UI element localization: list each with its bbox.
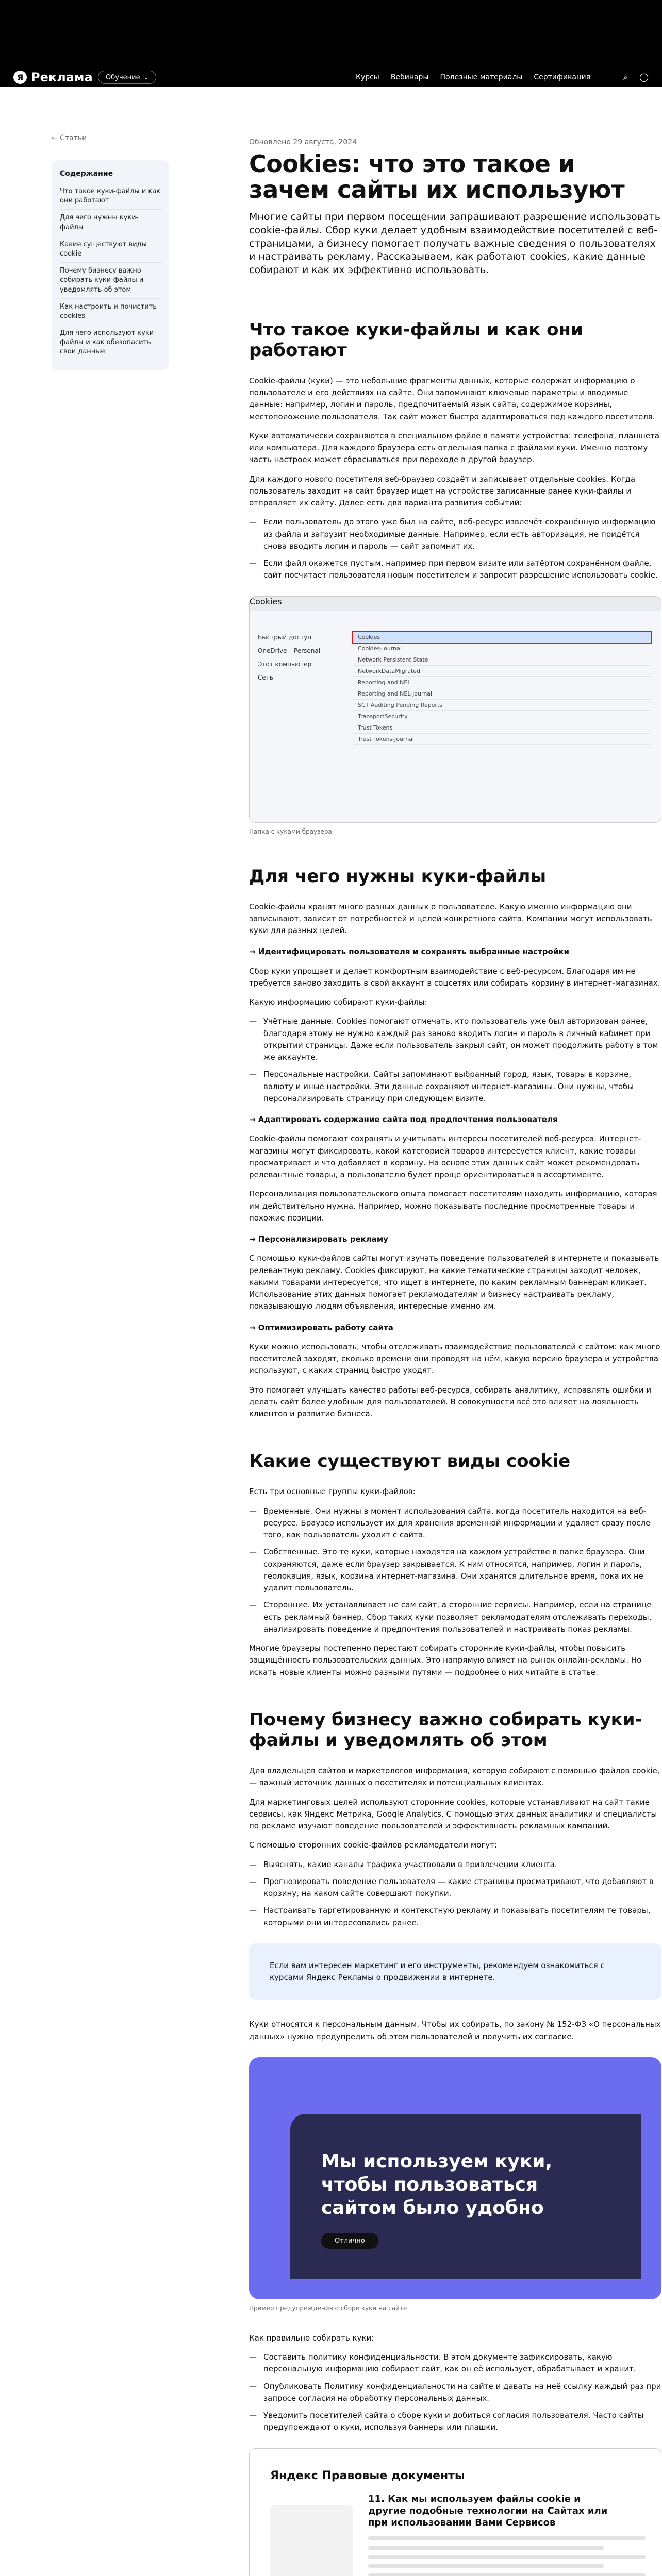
folder-tree xyxy=(250,625,342,822)
figure-caption: Пример предупреждения о сборе куки на сайте xyxy=(249,2304,407,2312)
policy-screenshot xyxy=(249,2448,661,2576)
list-item: — Персональные настройки. Сайты запоминают выбранный город, язык, товары в корзине, валюту и иные настройки. Эти данные сохраняют интернет-магазины. Они нужны, чтобы персонализировать страницу при следующем визите. xyxy=(249,1069,661,1105)
list-item: — Сторонние. Их устанавливает не сам сайт, а сторонние сервисы. Например, если на странице есть рекламный баннер. Сбор таких куки позволяет рекламодателям отслеживать переходы, анализировать поведение и предпочтения пользователей и настраивать показ рекламы. xyxy=(249,1599,661,1635)
education-dropdown[interactable] xyxy=(98,71,156,84)
banner-text: Мы используем куки, чтобы пользоваться сайтом было удобно xyxy=(321,2150,553,2218)
paragraph: Какую информацию собирают куки-файлы: xyxy=(249,997,427,1007)
paragraph: Куки относятся к персональным данным. Чтобы их собирать, по закону № 152-ФЗ «О персональных данных» нужно предупредить об этом пользователей и получить их согласие. xyxy=(249,2020,661,2041)
list-item: — Опубликовать Политику конфиденциальности на сайте и давать на неё ссылку каждый раз при запросе согласия на обработку персональных данных. xyxy=(249,2381,661,2405)
paragraph: Как правильно собирать куки: xyxy=(249,2333,374,2343)
toc-item[interactable]: Для чего нужны куки-файлы xyxy=(60,209,161,235)
logo-icon: Я xyxy=(13,71,27,84)
paragraph: Для владельцев сайтов и маркетологов информация, которую собирают с помощью файлов cookie, — важный источник данных о посетителях и потенциальных клиентах. xyxy=(249,1766,660,1788)
doc-title: 11. Как мы используем файлы cookie и другие подобные технологии на Сайтах или при использовании Вами Сервисов xyxy=(368,2493,608,2529)
update-date: Обновлено 29 августа, 2024 xyxy=(249,138,357,146)
paragraph: Куки автоматически сохраняются в специальном файле в памяти устройства: телефона, планшета или компьютера. Для каждого браузера есть отдельная папка с файлами куки. Именно поэтому часть настроек может сбрасываться при переходе в другой браузер. xyxy=(249,431,660,465)
list xyxy=(249,1505,661,1636)
paragraph: Есть три основные группы куки-файлов: xyxy=(249,1487,416,1497)
toc-item[interactable]: Для чего используют куки-файлы и как обезопасить свои данные xyxy=(60,325,161,361)
subheading: → Адаптировать содержание сайта под предпочтения пользователя xyxy=(249,1115,558,1125)
user-icon[interactable]: ◯ xyxy=(639,72,649,82)
subheading: → Оптимизировать работу сайта xyxy=(249,1323,393,1332)
top-nav xyxy=(356,73,590,81)
paragraph: Для каждого нового посетителя веб-браузер создаёт и записывает отдельные cookies. Когда пользователь заходит на сайт браузер ищет на устройстве записанные ранее куки-файлы и отправляет их сайту. Далее есть два варианта развития событий: xyxy=(249,474,636,508)
explorer-screenshot xyxy=(249,596,661,823)
toc-item[interactable]: Что такое куки-файлы и как они работают xyxy=(60,183,161,209)
doc-sidebar xyxy=(270,2505,353,2576)
file-row: NetworkDataMigrated xyxy=(353,666,651,677)
subheading: → Идентифицировать пользователя и сохранять выбранные настройки xyxy=(249,947,570,957)
nav-materials[interactable]: Полезные материалы xyxy=(440,73,523,81)
file-row: Trust Tokens xyxy=(353,722,651,734)
paragraph: С помощью сторонних cookie-файлов рекламодатели могут: xyxy=(249,1840,497,1850)
list-item: — Настраивать таргетированную и контекстную рекламу и показывать посетителям те товары, которыми они интересовались ранее. xyxy=(249,1905,661,1929)
page-title: Cookies: что это такое и зачем сайты их используют xyxy=(249,150,625,204)
logo-text: Реклама xyxy=(31,70,93,84)
lead: Многие сайты при первом посещении запрашивают разрешение использовать cookie-файлы. Сбор куки делает удобным взаимодействие посетителей с веб-страницами, а бизнесу помогает получать важные сведения о пользователях и настраивать рекламу. Рассказываем, как работают cookies, какие данные собирают и как их эффективно использовать. xyxy=(249,211,660,276)
subheading: → Персонализировать рекламу xyxy=(249,1234,388,1244)
toc-title: Содержание xyxy=(60,170,113,178)
list-item: — Составить политику конфиденциальности. В этом документе зафиксировать, какую персональную информацию собирает сайт, как он её использует, обрабатывает и хранит. xyxy=(249,2351,661,2376)
paragraph: Это помогает улучшать качество работы веб-ресурса, собирать аналитику, исправлять ошибки и делать сайт более удобным для пользователей. В совокупности всё это влияет на лояльность клиентов и развитие бизнеса. xyxy=(249,1385,652,1419)
list-item: — Собственные. Это те куки, которые находятся на каждом устройстве в папке браузера. Они сохраняются, даже если браузер закрывается. К ним относятся, например, логин и пароль, геолокация, язык, корзина интернет-магазина. Они хранятся длительное время, пока их не удалит пользователь. xyxy=(249,1546,661,1594)
section-title: Что такое куки-файлы и как они работают xyxy=(249,319,583,361)
list xyxy=(249,1859,661,1929)
nav-courses[interactable]: Курсы xyxy=(356,73,379,81)
content-page xyxy=(35,101,662,2576)
file-row: Network Persistent State xyxy=(353,654,651,666)
banner-ok-button[interactable]: Отлично xyxy=(321,2233,378,2249)
search-icon[interactable]: ⌕ xyxy=(623,72,628,82)
paragraph: Сбор куки упрощает и делает комфортным взаимодействие с веб-ресурсом. Благодаря им не требуется заново заходить в свой аккаунт в соцсетях или собирать корзину в интернет-магазинах. xyxy=(249,966,660,988)
figure-caption: Папка с куками браузера xyxy=(249,827,332,835)
file-row: SCT Auditing Pending Reports xyxy=(353,700,651,711)
file-list xyxy=(353,632,651,745)
doc-text-lines xyxy=(368,2536,646,2576)
paragraph: Cookie-файлы помогают сохранять и учитывать интересы посетителей веб-ресурса. Интернет-магазины могут фиксировать, какой категорией товаров интересуется клиент, какие товары просматривает и что добавляет в корзину. На основе этих данных сайт может рекомендовать релевантные товары, а пользователю будет проще ориентироваться в ассортименте. xyxy=(249,1134,641,1180)
list-item: — Выяснять, какие каналы трафика участвовали в привлечении клиента. xyxy=(249,1859,661,1871)
section-title: Для чего нужны куки-файлы xyxy=(249,866,547,887)
tree-item: Быстрый доступ xyxy=(258,633,312,641)
list-item: — Если файл окажется пустым, например при первом визите или затёртом сохранённом файле, сайт посчитает пользователя новым посетителем и запросит разрешение использовать cookie. xyxy=(249,557,661,582)
list-item: — Уведомить посетителей сайта о сборе куки и добиться согласия пользователя. Часто сайты предупреждают о куки, используя баннеры или плашки. xyxy=(249,2410,661,2434)
window-title: Cookies xyxy=(250,597,661,611)
list xyxy=(249,516,661,581)
file-row: TransportSecurity xyxy=(353,711,651,722)
list-item: — Учётные данные. Cookies помогают отмечать, кто пользователь уже был авторизован ранее, благодаря этому не нужно каждый раз заново вводить логин и пароль в личный кабинет при открытии страницы. Даже если пользователь закрыл сайт, он может продолжить работу в том же аккаунте. xyxy=(249,1015,661,1063)
chevron-down-icon: ⌄ xyxy=(143,73,149,81)
file-row: Reporting and NEL-journal xyxy=(353,688,651,700)
toc-item[interactable]: Почему бизнесу важно собирать куки-файлы и уведомлять об этом xyxy=(60,262,161,298)
file-row: Trust Tokens-journal xyxy=(353,734,651,745)
info-note: Если вам интересен маркетинг и его инструменты, рекомендуем ознакомиться с курсами Яндекс Рекламы о продвижении в интернете. xyxy=(249,1943,661,2001)
paragraph: Для маркетинговых целей используют сторонние cookies, которые устанавливают на сайт такие сервисы, как Яндекс Метрика, Google Analytics. С помощью этих данных аналитики и специалисты по рекламе изучают поведение пользователей и эффективность рекламных кампаний. xyxy=(249,1797,657,1831)
logo[interactable] xyxy=(13,70,93,84)
list xyxy=(249,1015,661,1105)
table-of-contents xyxy=(52,160,169,370)
file-row: Reporting and NEL xyxy=(353,677,651,688)
education-label: Обучение xyxy=(106,73,140,81)
nav-certification[interactable]: Сертификация xyxy=(534,73,591,81)
list-item: — Если пользователь до этого уже был на сайте, веб-ресурс извлечёт сохранённую информацию из файла и загрузит необходимые данные. Например, если есть авторизация, не придётся снова вводить логин и пароль — сайт запомнит их. xyxy=(249,516,661,552)
toc-item[interactable]: Какие существуют виды cookie xyxy=(60,236,161,262)
paragraph: С помощью куки-файлов сайты могут изучать поведение пользователей в интернете и показывать релевантную рекламу. Cookies фиксируют, на какие тематические страницы заходит человек, какими товарами интересуется, что ищет в интернете, по каким рекламным баннерам кликает. Использование этих данных помогает рекламодателям и бизнесу настраивать рекламу, показывающую людям объявления, интересные именно им. xyxy=(249,1253,659,1311)
doc-header: Яндекс Правовые документы xyxy=(270,2469,465,2482)
paragraph: Cookie-файлы (куки) — это небольшие фрагменты данных, которые содержат информацию о пользователе и его действиях на сайте. Они запоминают ключевые параметры и вводимые данные: например, логин и пароль, предпочитаемый язык сайта, содержимое корзины, местоположение пользователя. Так сайт может быстро адаптироваться под каждого посетителя. xyxy=(249,376,655,421)
list xyxy=(249,2351,661,2434)
banner-card xyxy=(290,2114,641,2279)
paragraph: Многие браузеры постепенно перестают собирать сторонние куки-файлы, чтобы повысить защищённость пользовательских данных. Это напрямую влияет на рынок онлайн-рекламы. Но искать новые клиенты можно разными путями — подробнее о них читайте в статье. xyxy=(249,1643,642,1677)
section-title: Какие существуют виды cookie xyxy=(249,1451,571,1472)
tree-item: Этот компьютер xyxy=(258,660,312,668)
site-header xyxy=(0,0,662,87)
list-item: — Прогнозировать поведение пользователя — какие страницы просматривают, что добавляют в корзину, на каком сайте совершают покупки. xyxy=(249,1876,661,1900)
paragraph: Cookie-файлы хранят много разных данных о пользователе. Какую именно информацию они записывают, зависит от потребностей и целей конкретного сайта. Компании могут использовать куки для разных целей. xyxy=(249,902,652,936)
paragraph: Куки можно использовать, чтобы отслеживать взаимодействие пользователей с сайтом: как много посетителей заходят, сколько времени они проводят на нём, какую версию браузера и устройства используют, с каких страниц быстро уходят. xyxy=(249,1342,660,1376)
paragraph: Персонализация пользовательского опыта помогает посетителям находить информацию, которая им действительно нужна. Например, можно показывать последние просмотренные товары и похожие позиции. xyxy=(249,1189,657,1223)
article xyxy=(249,138,661,2576)
toc-item[interactable]: Как настроить и почистить cookies xyxy=(60,298,161,325)
tree-item: Сеть xyxy=(258,673,273,681)
file-row: Cookies xyxy=(353,632,651,643)
nav-webinars[interactable]: Вебинары xyxy=(390,73,429,81)
section-title: Почему бизнесу важно собирать куки-файлы и уведомлять об этом xyxy=(249,1709,642,1751)
breadcrumb[interactable]: ← Статьи xyxy=(52,134,87,142)
file-row: Cookies-journal xyxy=(353,643,651,654)
header-actions xyxy=(623,72,649,82)
tree-item: OneDrive – Personal xyxy=(258,647,321,654)
cookie-banner-example xyxy=(249,2057,661,2299)
list-item: — Временные. Они нужны в момент использования сайта, когда посетитель находится на веб-ресурсе. Браузер использует их для хранения временной информации и удаляет сразу после того, как пользователь уходит с сайта. xyxy=(249,1505,661,1541)
